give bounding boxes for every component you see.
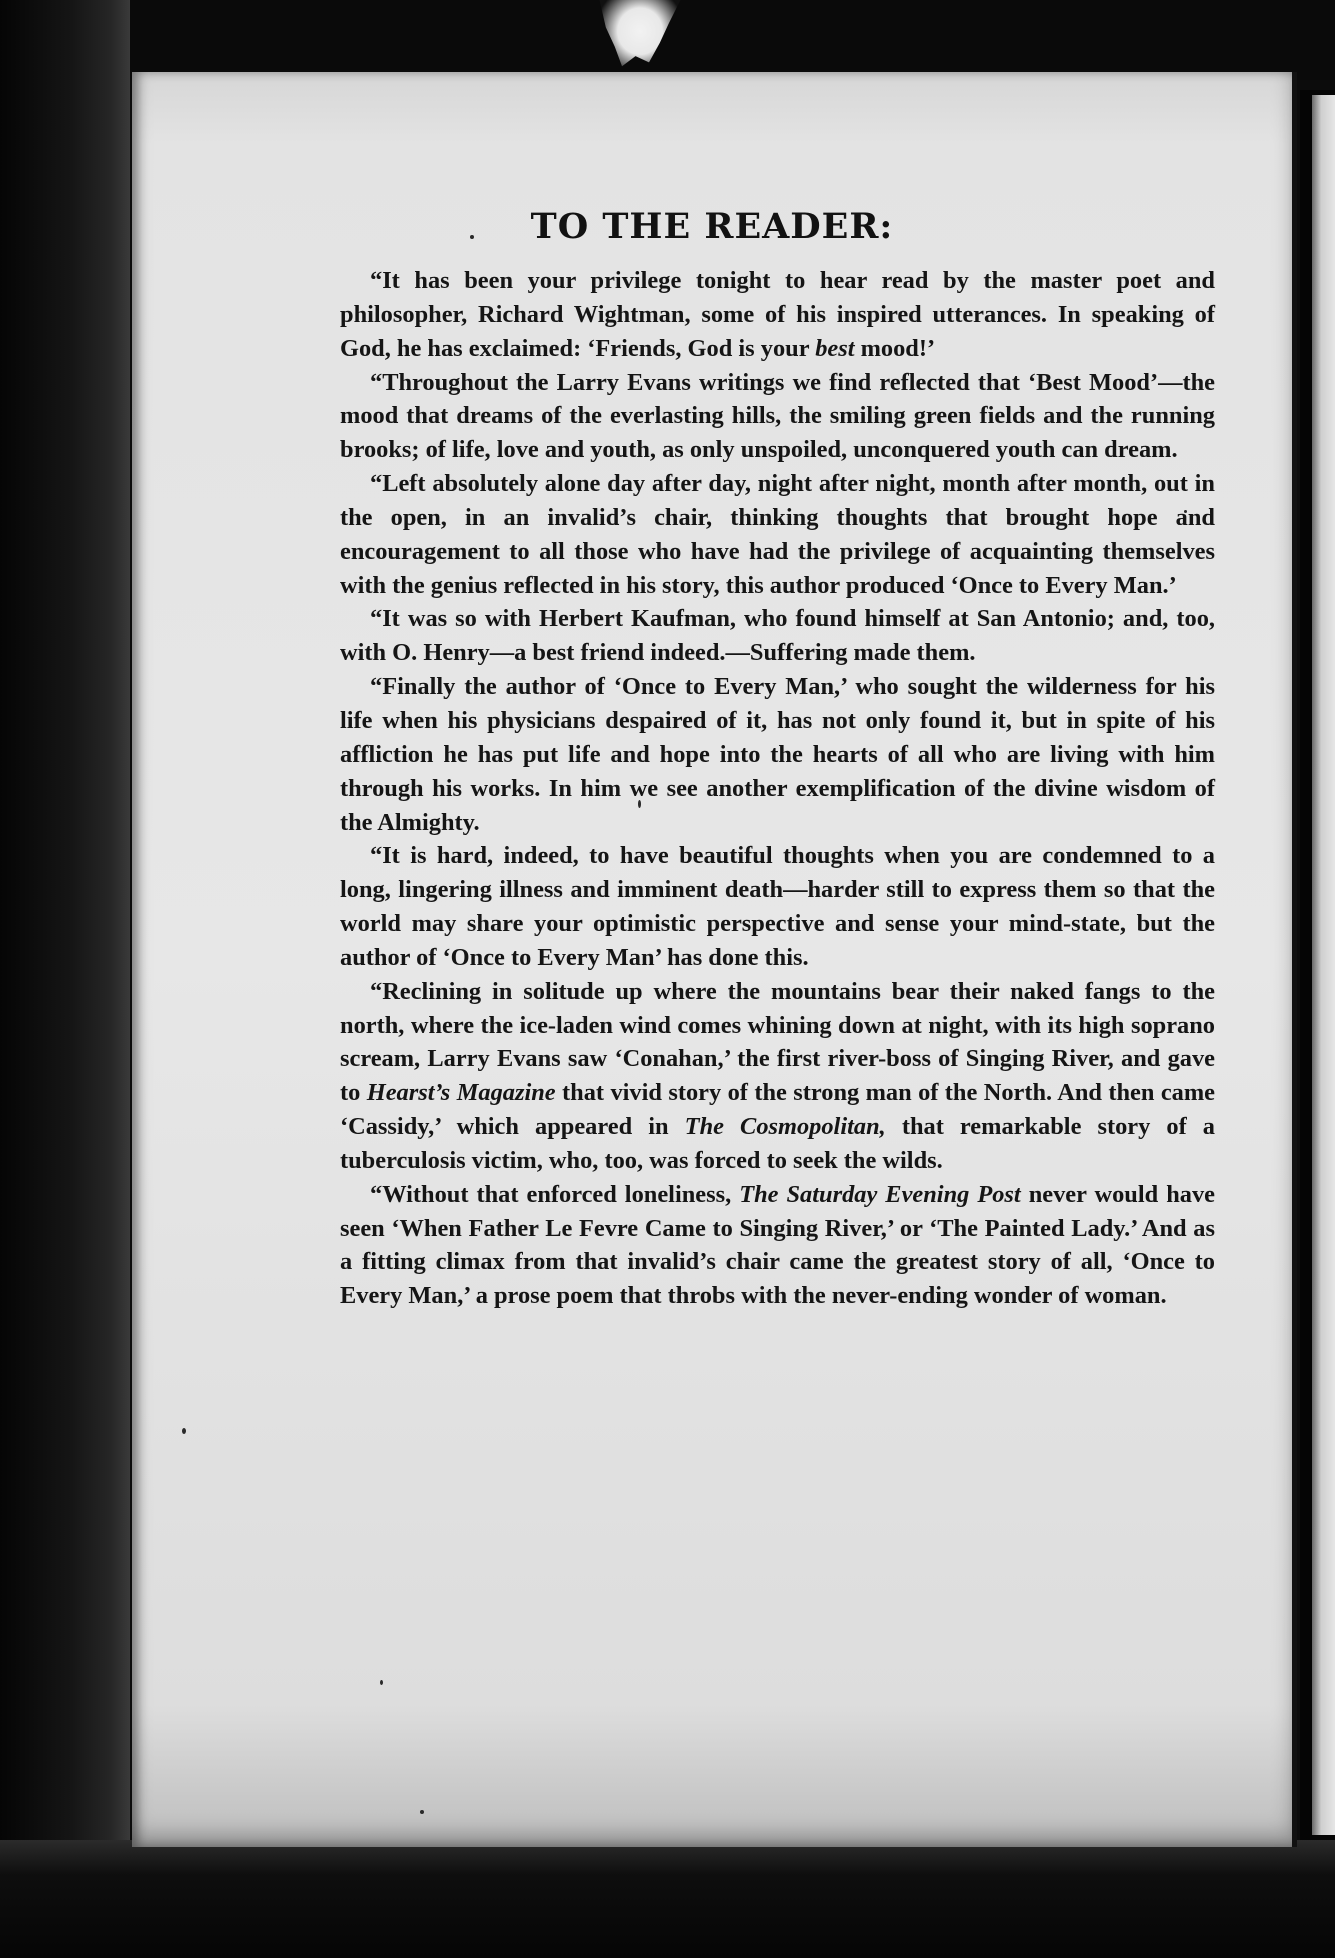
paragraph — [340, 670, 1215, 839]
text-run: mood!’ — [854, 334, 936, 362]
text-run: that remarkable story of a tuberculosis victim, who, too, was forced to seek the wilds. — [340, 1113, 1215, 1174]
scan-speck — [380, 1680, 383, 1685]
italic-title: The Saturday Evening Post — [739, 1180, 1021, 1208]
page-heading: TO THE READER: — [530, 206, 894, 247]
scan-speck — [420, 1810, 424, 1814]
italic-title: best — [815, 334, 855, 362]
page-right-edge — [1292, 72, 1297, 1847]
text-run: “It was so with Herbert Kaufman, who found himself at San Antonio; and, too, with O. Henry—a best friend indeed.—Suffering made them. — [340, 605, 1215, 667]
text-run: “Throughout the Larry Evans writings we find reflected that ‘Best Mood’—the mood that dreams of the everlasting hills, the smiling green fields and the running brooks; of life, love and youth, as only unspoiled, unconquered youth can dream. — [340, 368, 1215, 464]
text-run: “Left absolutely alone day after day, night after night, month after month, out in the open, in an invalid’s chair, thinking thoughts that brought hope and encouragement to all those who have had the privilege of acquainting themselves with the genius reflected in his story, this author produced ‘Once to Every Man.’ — [340, 470, 1215, 599]
paragraph — [340, 264, 1215, 366]
text-run: “It is hard, indeed, to have beautiful thoughts when you are condemned to a long, lingering illness and imminent death—harder still to express them so that the world may share your optimistic perspective and sense your mind-state, but the author of ‘Once to Every Man’ has done this. — [340, 842, 1215, 971]
scan-bottom-border — [0, 1840, 1335, 1958]
italic-title: Hearst’s Magazine — [366, 1079, 556, 1107]
italic-title: The Cosmopolitan, — [684, 1113, 886, 1141]
paragraph — [340, 1178, 1215, 1313]
body-text — [340, 264, 1215, 1313]
adjacent-page-edge — [1312, 95, 1335, 1835]
text-run: “Reclining in solitude up where the mountains bear their naked fangs to the north, where the ice-laden wind comes whining down at night, with its high soprano scream, Larry Evans saw ‘Conahan,’ the first river-boss of Singing River, and gave to — [340, 977, 1215, 1107]
scan-speck — [182, 1428, 186, 1434]
text-run: “Finally the author of ‘Once to Every Man,’ who sought the wilderness for his life when his physicians despaired of it, has not only found it, but in spite of his affliction he has put life and hope into the hearts of all who are living with him through his works. In him we see another exemplification of the divine wisdom of the Almighty. — [340, 673, 1215, 836]
paragraph — [340, 366, 1215, 468]
paragraph — [340, 602, 1215, 670]
text-run: “It has been your privilege tonight to hear read by the master poet and philosopher, Richard Wightman, some of his inspired utterances. In speaking of God, he has exclaimed: ‘Friends, God is your — [340, 267, 1215, 362]
text-run: never would have seen ‘When Father Le Fevre Came to Singing River,’ or ‘The Painted Lady.’ And as a fitting climax from that invalid’s chair came the greatest story of all, ‘Once to Every Man,’ a prose poem that throbs with the never-ending wonder of woman. — [340, 1180, 1215, 1310]
text-run: “Without that enforced loneliness, — [370, 1180, 740, 1208]
paragraph — [340, 975, 1215, 1178]
paragraph — [340, 839, 1215, 974]
scan-left-border — [0, 0, 130, 1958]
paragraph — [340, 467, 1215, 602]
text-run: that vivid story of the strong man of the North. And then came ‘Cassidy,’ which appeared in — [340, 1079, 1216, 1141]
